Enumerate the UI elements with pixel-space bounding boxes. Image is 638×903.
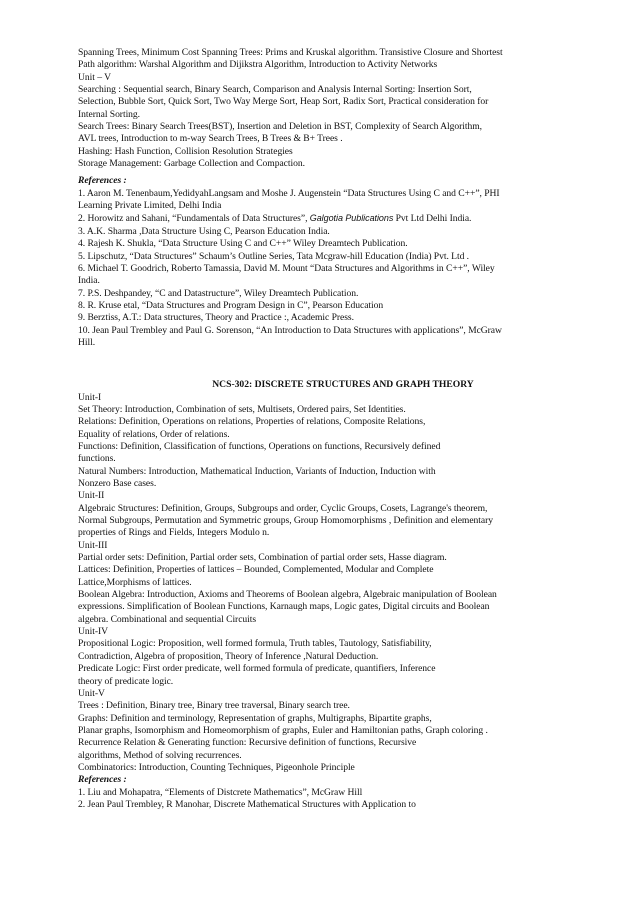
references-list-2 [78,774,568,811]
reference-line: 1. Aaron M. Tenenbaum,YedidyahLangsam and Moshe J. Augenstein “Data Structures Using C and C++”, PHI [78,187,500,199]
text-line: Natural Numbers: Introduction, Mathematical Induction, Variants of Induction, Induction with [78,465,436,477]
reference-line: Hill. [78,336,96,348]
text-line: Hashing: Hash Function, Collision Resolution Strategies [78,145,293,157]
reference-line: 7. P.S. Deshpandey, “C and Datastructure”, Wiley Dreamtech Publication. [78,287,359,299]
reference-line: 9. Berztiss, A.T.: Data structures, Theory and Practice :, Academic Press. [78,312,354,324]
references-list-1 [78,175,568,349]
text-line: Recurrence Relation & Generating function: Recursive definition of functions, Recursive [78,737,417,749]
text-line: Propositional Logic: Proposition, well formed formula, Truth tables, Tautology, Satisfiability, [78,638,432,650]
text-line: Relations: Definition, Operations on relations, Properties of relations, Composite Relations, [78,416,426,428]
spacer [78,349,568,379]
reference-text: Pvt Ltd Delhi India. [393,213,472,225]
unit-heading: Unit-III [78,539,108,551]
text-line: Contradiction, Algebra of proposition, Theory of Inference ,Natural Deduction. [78,650,379,662]
text-line: Graphs: Definition and terminology, Representation of graphs, Multigraphs, Bipartite graphs, [78,712,432,724]
text-line: Path algorithm: Warshal Algorithm and Dijikstra Algorithm, Introduction to Activity Networks [78,59,438,71]
text-line: Normal Subgroups, Permutation and Symmetric groups, Group Homomorphisms , Definition and elementary [78,515,493,527]
text-line: Nonzero Base cases. [78,478,157,489]
text-line: Partial order sets: Definition, Partial order sets, Combination of partial order sets, Hasse diagram. [78,552,447,564]
reference-line: Learning Private Limited, Delhi India [78,200,222,212]
reference-line: 2. Jean Paul Trembley, R Manohar, Discrete Mathematical Structures with Application to [78,798,416,810]
text-line: Selection, Bubble Sort, Quick Sort, Two Way Merge Sort, Heap Sort, Radix Sort, Practical consideration for [78,96,489,108]
reference-line: 1. Liu and Mohapatra, “Elements of Distcrete Mathematics”, McGraw Hill [78,786,363,798]
text-line: theory of predicate logic. [78,675,174,687]
text-line: Lattices: Definition, Properties of lattices – Bounded, Complemented, Modular and Complete [78,564,434,576]
text-line: Algebraic Structures: Definition, Groups, Subgroups and order, Cyclic Groups, Cosets, Lagrange's theorem, [78,502,488,514]
text-line: Lattice,Morphisms of lattices. [78,576,192,588]
text-line: Predicate Logic: First order predicate, well formed formula of predicate, quantifiers, Inference [78,663,436,675]
unit-heading: Unit-IV [78,626,109,638]
text-line: properties of Rings and Fields, Integers Modulo n. [78,527,270,539]
text-line: expressions. Simplification of Boolean Functions, Karnaugh maps, Logic gates, Digital circuits and Boolean [78,601,490,613]
references-heading: References : [78,774,127,786]
text-line: functions. [78,453,116,465]
text-line: Combinatorics: Introduction, Counting Techniques, Pigeonhole Principle [78,761,355,773]
text-line: algorithms, Method of solving recurrences. [78,749,242,761]
reference-line: 3. A.K. Sharma ,Data Structure Using C, Pearson Education India. [78,225,330,237]
document-page [78,47,568,811]
unit-heading: Unit-V [78,687,105,699]
text-line: Search Trees: Binary Search Trees(BST), Insertion and Deletion in BST, Complexity of Search Algorithm, [78,121,483,133]
text-line: Internal Sorting. [78,108,141,120]
text-line: AVL trees, Introduction to m-way Search Trees, B Trees & B+ Trees . [78,133,343,145]
text-line: Searching : Sequential search, Binary Search, Comparison and Analysis Internal Sorting: Insertion Sort, [78,84,472,96]
text-line: Storage Management: Garbage Collection and Compaction. [78,158,305,170]
text-line: Set Theory: Introduction, Combination of sets, Multisets, Ordered pairs, Set Identities. [78,403,406,415]
course-title: NCS-302: DISCRETE STRUCTURES AND GRAPH THEORY [212,379,474,391]
reference-line: 4. Rajesh K. Shukla, “Data Structure Using C and C++” Wiley Dreamtech Publication. [78,238,408,250]
reference-line: India. [78,275,100,287]
text-line: Trees : Definition, Binary tree, Binary tree traversal, Binary search tree. [78,700,350,712]
text-line: Planar graphs, Isomorphism and Homeomorphism of graphs, Euler and Hamiltonian paths, Graph coloring . [78,724,488,736]
section-data-structures [78,47,568,170]
reference-line: 8. R. Kruse etal, “Data Structures and Program Design in C”, Pearson Education [78,299,384,311]
unit-heading: Unit-I [78,391,102,403]
reference-line [78,212,568,225]
reference-text: 2. Horowitz and Sahani, “Fundamentals of Data Structures”, [78,213,310,225]
unit-heading: Unit-II [78,490,105,502]
text-line: Spanning Trees, Minimum Cost Spanning Trees: Prims and Kruskal algorithm. Transistive Closure and Shortest [78,47,503,58]
references-heading: References : [78,175,127,187]
section-discrete-structures [78,379,568,774]
text-line: algebra. Combinational and sequential Circuits [78,613,257,625]
reference-line: 6. Michael T. Goodrich, Roberto Tamassia, David M. Mount “Data Structures and Algorithms in C++”, Wiley [78,262,495,274]
unit-heading: Unit – V [78,71,112,83]
text-line: Functions: Definition, Classification of functions, Operations on functions, Recursively defined [78,440,441,452]
reference-line: 10. Jean Paul Trembley and Paul G. Sorenson, “An Introduction to Data Structures with applications”, McGraw [78,324,502,336]
text-line: Equality of relations, Order of relations. [78,428,230,440]
text-line: Boolean Algebra: Introduction, Axioms and Theorems of Boolean algebra, Algebraic manipulation of Boolean [78,589,497,601]
publisher-name: Galgotia Publications [309,213,394,224]
reference-line: 5. Lipschutz, “Data Structures” Schaum’s Outline Series, Tata Mcgraw-hill Education (India) Pvt. Ltd . [78,250,470,262]
